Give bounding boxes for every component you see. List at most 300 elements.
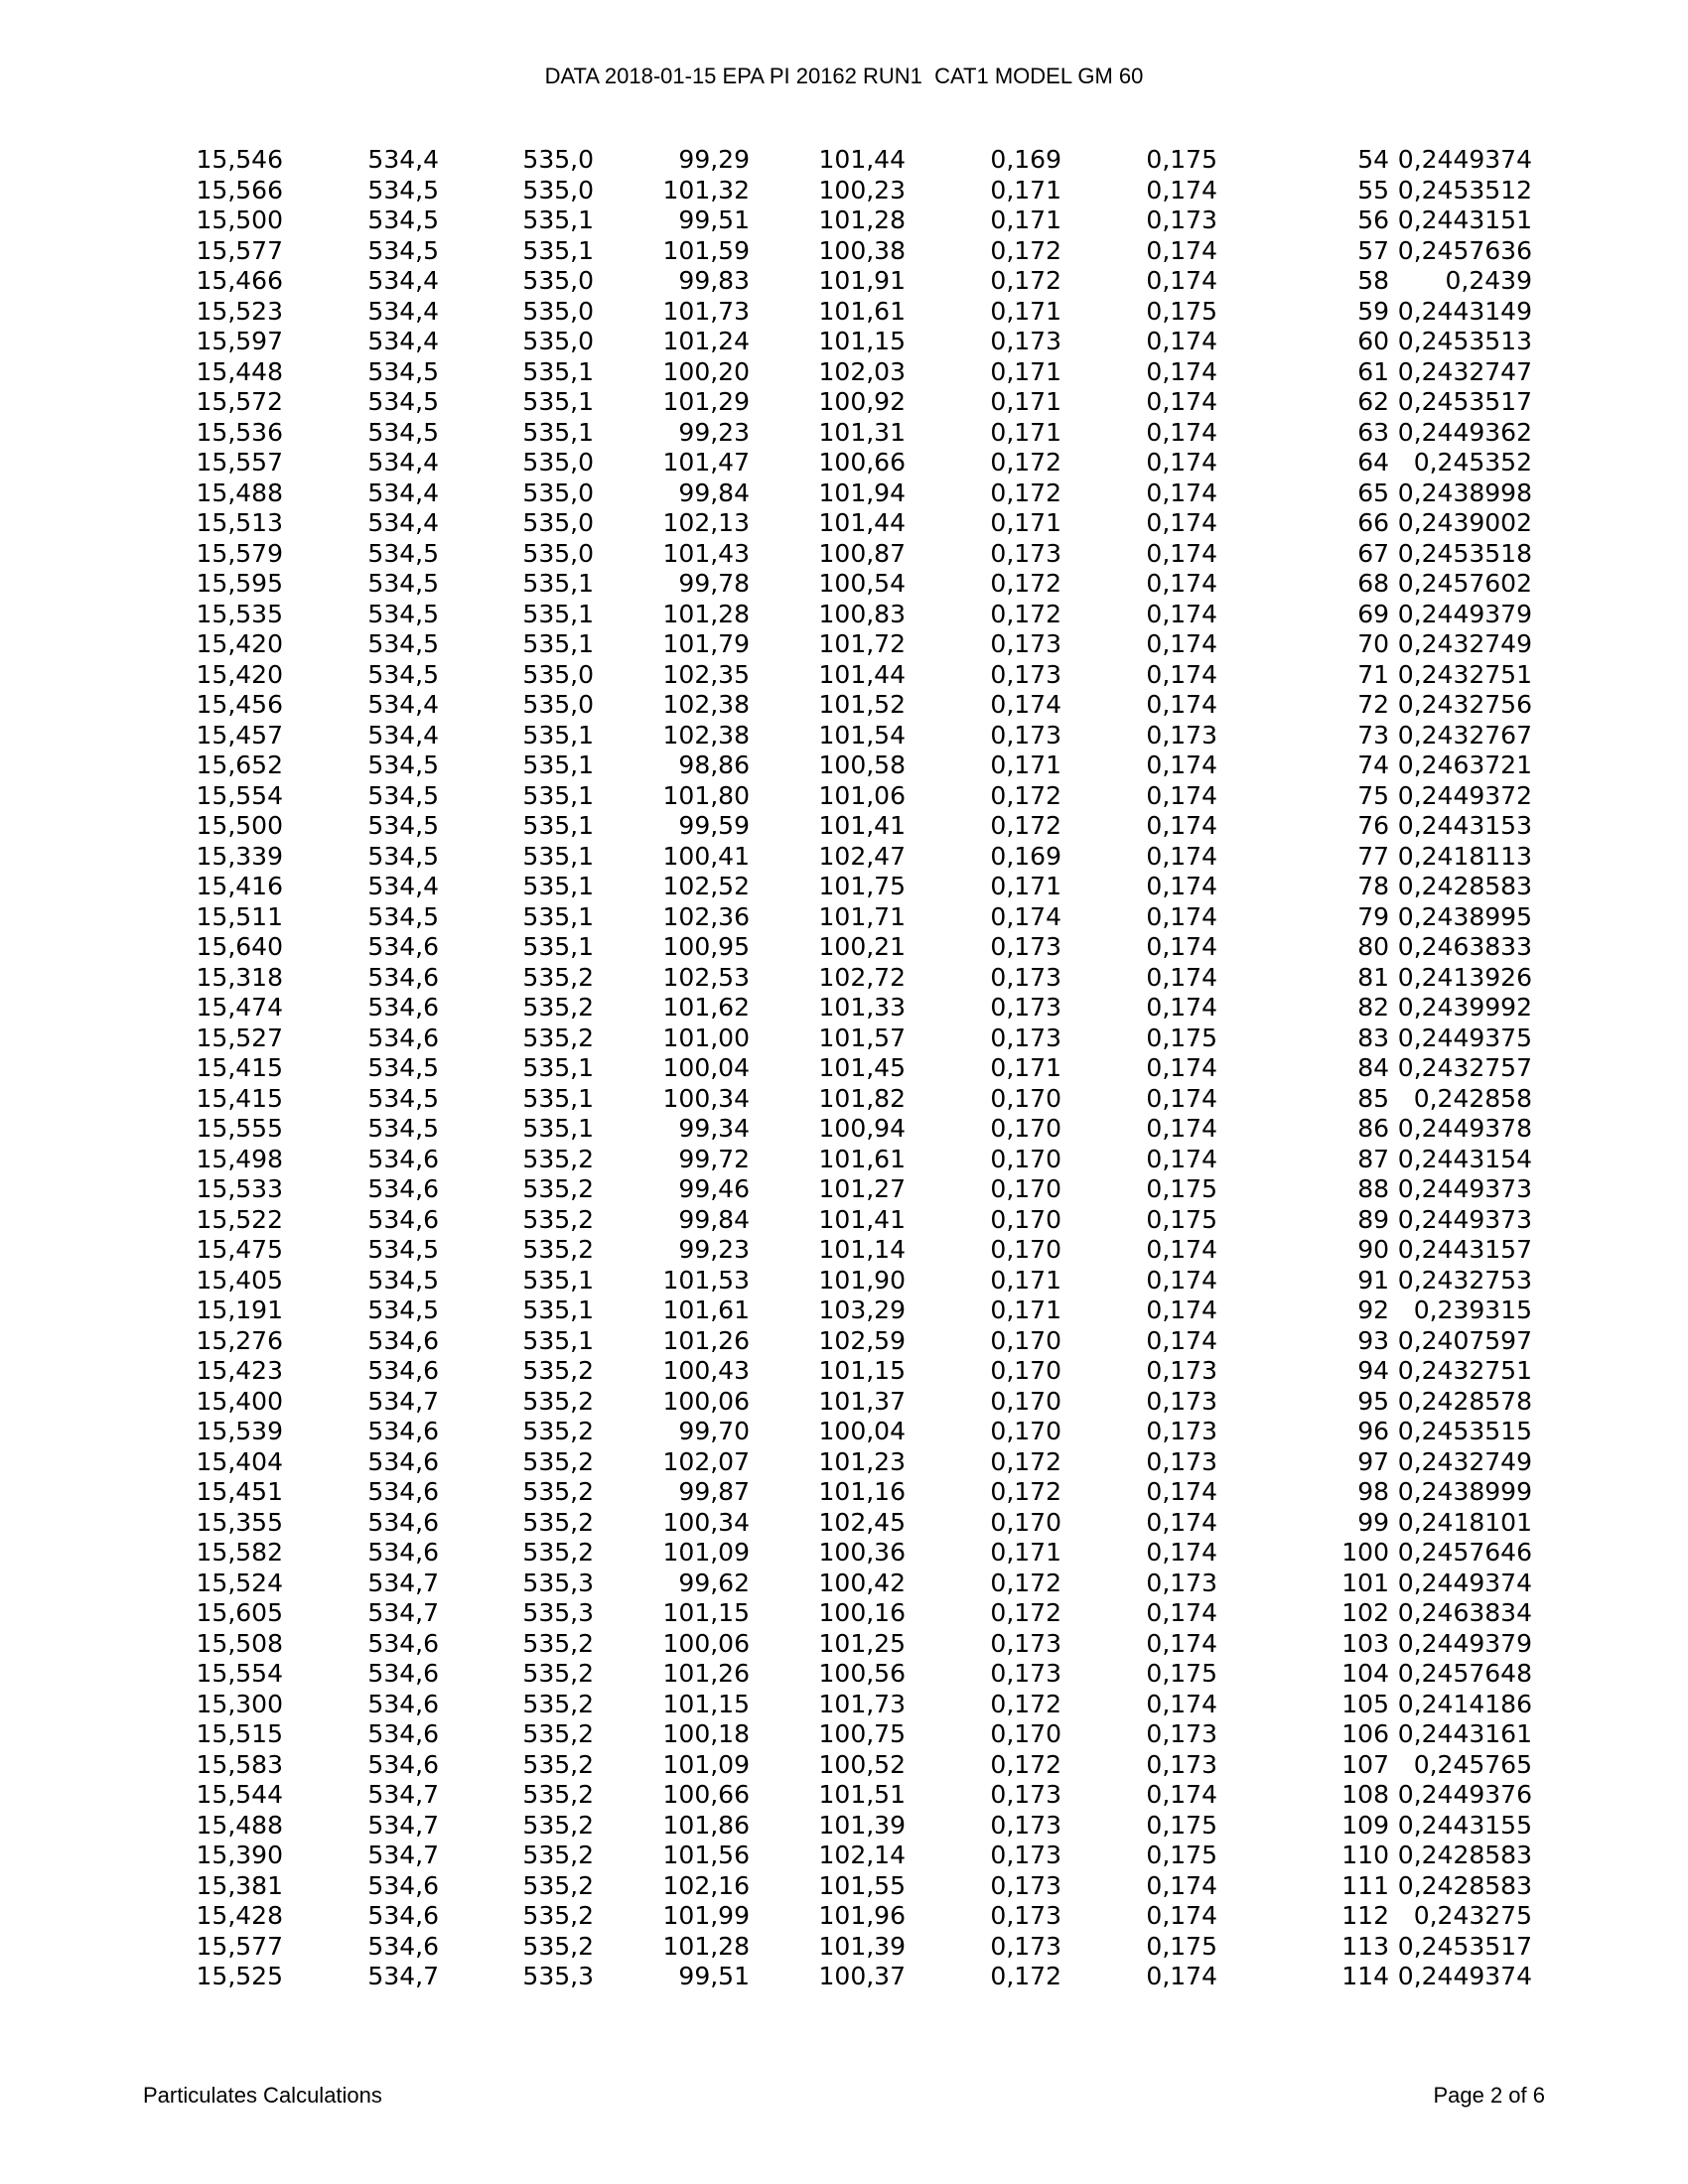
table-cell: 0,174 — [1146, 1598, 1217, 1627]
table-cell: 0,173 — [990, 327, 1061, 355]
table-row — [157, 418, 1532, 449]
table-cell: 0,170 — [990, 1507, 1061, 1537]
table-cell: 534,6 — [367, 1538, 439, 1567]
table-cell: 100,94 — [818, 1114, 906, 1143]
table-row — [157, 1841, 1532, 1871]
table-cell: 15,404 — [196, 1446, 283, 1476]
table-cell: 0,172 — [990, 780, 1061, 810]
table-cell: 15,511 — [196, 901, 283, 931]
table-cell: 112 — [1341, 1901, 1389, 1930]
table-cell: 94 — [1357, 1356, 1389, 1385]
table-cell: 0,174 — [1146, 1507, 1217, 1537]
table-cell: 15,381 — [196, 1870, 283, 1900]
table-cell: 15,498 — [196, 1144, 283, 1173]
table-cell: 0,2449362 — [1397, 417, 1532, 447]
table-cell: 534,6 — [367, 1204, 439, 1234]
table-cell: 15,583 — [196, 1749, 283, 1779]
table-cell: 15,355 — [196, 1507, 283, 1537]
table-cell: 0,2449373 — [1397, 1174, 1532, 1203]
table-row — [157, 1901, 1532, 1932]
table-cell: 535,1 — [522, 1265, 594, 1295]
table-cell: 0,169 — [990, 841, 1061, 871]
table-cell: 99,83 — [678, 266, 750, 295]
table-cell: 0,2449379 — [1397, 1628, 1532, 1658]
table-cell: 101,39 — [818, 1810, 906, 1840]
table-cell: 534,7 — [367, 1568, 439, 1597]
table-cell: 535,0 — [522, 266, 594, 295]
table-cell: 0,2432749 — [1397, 1446, 1532, 1476]
table-cell: 0,2443155 — [1397, 1810, 1532, 1840]
table-row — [157, 600, 1532, 630]
table-cell: 534,4 — [367, 448, 439, 477]
table-cell: 0,2407597 — [1397, 1325, 1532, 1355]
table-cell: 101,54 — [818, 720, 906, 750]
table-cell: 0,173 — [1146, 205, 1217, 234]
table-cell: 56 — [1357, 205, 1389, 234]
table-cell: 535,1 — [522, 780, 594, 810]
table-cell: 534,7 — [367, 1598, 439, 1627]
table-cell: 101,61 — [662, 1296, 750, 1324]
table-cell: 0,175 — [1146, 1659, 1217, 1688]
table-cell: 101,80 — [662, 780, 750, 810]
table-cell: 534,5 — [367, 356, 439, 386]
table-cell: 101,71 — [818, 901, 906, 931]
table-cell: 101,15 — [662, 1598, 750, 1627]
table-cell: 58 — [1357, 266, 1389, 295]
table-cell: 0,174 — [1146, 962, 1217, 992]
table-cell: 0,170 — [990, 1174, 1061, 1203]
table-cell: 102,47 — [818, 841, 906, 871]
table-cell: 0,173 — [990, 659, 1061, 689]
table-cell: 101,82 — [818, 1083, 906, 1113]
table-cell: 62 — [1357, 387, 1389, 416]
table-cell: 0,174 — [1146, 569, 1217, 598]
table-cell: 15,475 — [196, 1235, 283, 1264]
table-cell: 535,1 — [522, 235, 594, 265]
table-cell: 15,400 — [196, 1386, 283, 1416]
table-cell: 0,174 — [990, 690, 1061, 719]
table-cell: 15,420 — [196, 659, 283, 689]
table-cell: 66 — [1357, 508, 1389, 537]
table-cell: 535,1 — [522, 599, 594, 628]
table-cell: 100,06 — [662, 1386, 750, 1416]
table-cell: 15,579 — [196, 538, 283, 568]
table-cell: 101,32 — [662, 175, 750, 205]
table-cell: 15,546 — [196, 145, 283, 174]
table-cell: 102,53 — [662, 962, 750, 992]
table-cell: 0,170 — [990, 1417, 1061, 1445]
table-cell: 0,173 — [1146, 1568, 1217, 1597]
table-cell: 90 — [1357, 1235, 1389, 1264]
table-cell: 88 — [1357, 1174, 1389, 1203]
table-cell: 101,99 — [662, 1901, 750, 1930]
table-cell: 0,174 — [1146, 175, 1217, 205]
table-cell: 0,2449379 — [1397, 599, 1532, 628]
table-cell: 0,2453517 — [1397, 1931, 1532, 1961]
table-cell: 0,170 — [990, 1719, 1061, 1748]
table-row — [157, 236, 1532, 267]
table-cell: 15,536 — [196, 417, 283, 447]
table-row — [157, 508, 1532, 539]
table-cell: 0,169 — [990, 145, 1061, 174]
table-row — [157, 721, 1532, 751]
table-cell: 0,173 — [1146, 1356, 1217, 1385]
table-cell: 0,2428583 — [1397, 1841, 1532, 1869]
table-cell: 0,175 — [1146, 1810, 1217, 1840]
table-cell: 0,2432757 — [1397, 1053, 1532, 1082]
table-cell: 535,2 — [522, 1356, 594, 1385]
table-cell: 15,535 — [196, 599, 283, 628]
table-cell: 534,6 — [367, 1144, 439, 1173]
table-cell: 535,1 — [522, 569, 594, 598]
table-cell: 101,73 — [818, 1689, 906, 1718]
table-cell: 79 — [1357, 901, 1389, 931]
table-cell: 100,04 — [818, 1417, 906, 1445]
table-cell: 0,2414186 — [1397, 1689, 1532, 1718]
table-cell: 0,171 — [990, 356, 1061, 386]
table-cell: 0,174 — [1146, 1265, 1217, 1295]
table-cell: 84 — [1357, 1053, 1389, 1082]
table-cell: 534,5 — [367, 569, 439, 598]
table-cell: 0,175 — [1146, 1023, 1217, 1052]
table-row — [157, 1296, 1532, 1326]
table-cell: 0,174 — [1146, 841, 1217, 871]
table-cell: 100,23 — [818, 175, 906, 205]
table-cell: 100,18 — [662, 1719, 750, 1748]
table-cell: 0,2449372 — [1397, 780, 1532, 810]
table-cell: 100,34 — [662, 1083, 750, 1113]
table-cell: 101,72 — [818, 629, 906, 658]
table-row — [157, 205, 1532, 236]
table-row — [157, 781, 1532, 812]
table-cell: 15,500 — [196, 205, 283, 234]
table-cell: 15,527 — [196, 1023, 283, 1052]
table-cell: 0,2449374 — [1397, 145, 1532, 174]
table-cell: 0,171 — [990, 1265, 1061, 1295]
table-row — [157, 1932, 1532, 1963]
table-cell: 0,2432747 — [1397, 356, 1532, 386]
table-cell: 535,2 — [522, 1689, 594, 1718]
table-cell: 0,172 — [990, 1962, 1061, 1990]
table-cell: 534,7 — [367, 1841, 439, 1869]
table-cell: 108 — [1341, 1780, 1389, 1809]
table-cell: 0,172 — [990, 1689, 1061, 1718]
table-cell: 534,5 — [367, 387, 439, 416]
table-cell: 101,28 — [662, 1931, 750, 1961]
table-cell: 0,174 — [1146, 1235, 1217, 1264]
table-cell: 102,35 — [662, 659, 750, 689]
table-cell: 15,515 — [196, 1719, 283, 1748]
table-cell: 98 — [1357, 1477, 1389, 1506]
table-cell: 535,1 — [522, 356, 594, 386]
table-cell: 0,175 — [1146, 1174, 1217, 1203]
table-cell: 534,6 — [367, 932, 439, 961]
table-cell: 101,09 — [662, 1749, 750, 1779]
data-table-body — [157, 145, 1532, 1992]
table-cell: 86 — [1357, 1114, 1389, 1143]
table-cell: 534,5 — [367, 841, 439, 871]
table-cell: 534,4 — [367, 720, 439, 750]
table-row — [157, 1780, 1532, 1811]
table-cell: 534,5 — [367, 235, 439, 265]
table-cell: 534,6 — [367, 1689, 439, 1718]
table-row — [157, 1629, 1532, 1660]
table-cell: 57 — [1357, 235, 1389, 265]
table-cell: 100,42 — [818, 1568, 906, 1597]
table-cell: 0,2438999 — [1397, 1477, 1532, 1506]
table-cell: 535,1 — [522, 841, 594, 871]
table-row — [157, 297, 1532, 328]
table-cell: 0,172 — [990, 235, 1061, 265]
table-cell: 0,2439992 — [1397, 993, 1532, 1022]
table-cell: 15,513 — [196, 508, 283, 537]
table-cell: 99,78 — [678, 569, 750, 598]
table-cell: 15,405 — [196, 1265, 283, 1295]
table-row — [157, 690, 1532, 721]
table-cell: 535,3 — [522, 1962, 594, 1990]
table-cell: 85 — [1357, 1083, 1389, 1113]
table-cell: 534,4 — [367, 296, 439, 326]
table-cell: 102,45 — [818, 1507, 906, 1537]
table-row — [157, 387, 1532, 418]
table-cell: 101,14 — [818, 1235, 906, 1264]
table-cell: 0,2453517 — [1397, 387, 1532, 416]
table-cell: 106 — [1341, 1719, 1389, 1748]
table-cell: 0,172 — [990, 1598, 1061, 1627]
table-cell: 535,0 — [522, 327, 594, 355]
table-cell: 100,34 — [662, 1507, 750, 1537]
table-cell: 535,2 — [522, 1477, 594, 1506]
table-cell: 101,27 — [818, 1174, 906, 1203]
table-row — [157, 1174, 1532, 1205]
table-cell: 102 — [1341, 1598, 1389, 1627]
table-cell: 534,6 — [367, 1446, 439, 1476]
table-cell: 0,174 — [1146, 811, 1217, 840]
table-cell: 0,171 — [990, 751, 1061, 779]
table-cell: 534,5 — [367, 1083, 439, 1113]
table-cell: 0,2449375 — [1397, 1023, 1532, 1052]
table-cell: 100,20 — [662, 356, 750, 386]
table-cell: 0,174 — [1146, 690, 1217, 719]
table-cell: 101,55 — [818, 1870, 906, 1900]
table-cell: 535,2 — [522, 1507, 594, 1537]
table-cell: 15,276 — [196, 1325, 283, 1355]
table-cell: 0,174 — [1146, 1325, 1217, 1355]
table-cell: 534,4 — [367, 145, 439, 174]
table-cell: 0,170 — [990, 1356, 1061, 1385]
table-cell: 0,2449374 — [1397, 1568, 1532, 1597]
table-cell: 101,56 — [662, 1841, 750, 1869]
table-cell: 535,0 — [522, 296, 594, 326]
table-cell: 535,2 — [522, 1780, 594, 1809]
table-cell: 103,29 — [818, 1296, 906, 1324]
table-row — [157, 1962, 1532, 1992]
table-cell: 63 — [1357, 417, 1389, 447]
table-cell: 100,04 — [662, 1053, 750, 1082]
table-cell: 535,3 — [522, 1598, 594, 1627]
table-cell: 101,26 — [662, 1659, 750, 1688]
table-cell: 0,174 — [1146, 1689, 1217, 1718]
table-cell: 534,4 — [367, 508, 439, 537]
table-cell: 0,174 — [1146, 266, 1217, 295]
table-cell: 75 — [1357, 780, 1389, 810]
table-cell: 99,34 — [678, 1114, 750, 1143]
table-cell: 101,06 — [818, 780, 906, 810]
table-cell: 0,173 — [990, 993, 1061, 1022]
table-cell: 535,2 — [522, 1204, 594, 1234]
table-cell: 534,5 — [367, 1265, 439, 1295]
table-cell: 15,488 — [196, 478, 283, 507]
table-cell: 535,2 — [522, 1719, 594, 1748]
table-cell: 15,582 — [196, 1538, 283, 1567]
table-cell: 99,59 — [678, 811, 750, 840]
table-cell: 0,174 — [1146, 1296, 1217, 1324]
table-row — [157, 1477, 1532, 1508]
footer-page-number: Page 2 of 6 — [1433, 2083, 1545, 2108]
table-cell: 100,92 — [818, 387, 906, 416]
table-cell: 100,21 — [818, 932, 906, 961]
table-cell: 92 — [1357, 1296, 1389, 1324]
table-cell: 0,173 — [990, 1870, 1061, 1900]
data-table — [157, 145, 1532, 1992]
table-row — [157, 1235, 1532, 1266]
table-cell: 0,174 — [1146, 872, 1217, 900]
table-row — [157, 357, 1532, 388]
table-cell: 0,2432749 — [1397, 629, 1532, 658]
table-cell: 15,525 — [196, 1962, 283, 1990]
table-cell: 101,25 — [818, 1628, 906, 1658]
table-cell: 15,416 — [196, 872, 283, 900]
table-cell: 0,2432751 — [1397, 1356, 1532, 1385]
table-cell: 101,15 — [662, 1689, 750, 1718]
table-cell: 109 — [1341, 1810, 1389, 1840]
table-cell: 0,2432767 — [1397, 720, 1532, 750]
table-row — [157, 1356, 1532, 1387]
table-cell: 99,23 — [678, 417, 750, 447]
table-cell: 0,171 — [990, 387, 1061, 416]
table-cell: 535,1 — [522, 387, 594, 416]
table-cell: 96 — [1357, 1417, 1389, 1445]
table-cell: 101,96 — [818, 1901, 906, 1930]
table-cell: 100,16 — [818, 1598, 906, 1627]
table-cell: 535,1 — [522, 629, 594, 658]
table-cell: 15,390 — [196, 1841, 283, 1869]
table-cell: 534,6 — [367, 993, 439, 1022]
table-cell: 0,174 — [1146, 1053, 1217, 1082]
table-cell: 535,1 — [522, 720, 594, 750]
table-cell: 101,94 — [818, 478, 906, 507]
table-cell: 0,174 — [1146, 508, 1217, 537]
table-cell: 72 — [1357, 690, 1389, 719]
table-cell: 101,28 — [818, 205, 906, 234]
table-cell: 15,597 — [196, 327, 283, 355]
table-cell: 0,173 — [990, 1628, 1061, 1658]
table-cell: 100,43 — [662, 1356, 750, 1385]
table-cell: 111 — [1341, 1870, 1389, 1900]
table-cell: 15,456 — [196, 690, 283, 719]
table-cell: 0,2443153 — [1397, 811, 1532, 840]
table-cell: 110 — [1341, 1841, 1389, 1869]
table-row — [157, 660, 1532, 691]
table-cell: 114 — [1341, 1962, 1389, 1990]
table-cell: 101,79 — [662, 629, 750, 658]
table-cell: 535,1 — [522, 1296, 594, 1324]
table-cell: 100,41 — [662, 841, 750, 871]
table-row — [157, 1205, 1532, 1236]
table-cell: 534,4 — [367, 478, 439, 507]
table-cell: 0,2463834 — [1397, 1598, 1532, 1627]
table-row — [157, 1598, 1532, 1629]
table-cell: 534,5 — [367, 629, 439, 658]
table-cell: 534,5 — [367, 417, 439, 447]
table-cell: 101,86 — [662, 1810, 750, 1840]
table-cell: 0,174 — [990, 901, 1061, 931]
table-row — [157, 1326, 1532, 1357]
table-row — [157, 1387, 1532, 1418]
table-cell: 0,174 — [1146, 1083, 1217, 1113]
table-cell: 535,2 — [522, 1870, 594, 1900]
table-cell: 99,51 — [678, 1962, 750, 1990]
table-cell: 0,171 — [990, 296, 1061, 326]
table-cell: 100,66 — [662, 1780, 750, 1809]
table-row — [157, 1538, 1532, 1569]
table-cell: 0,174 — [1146, 629, 1217, 658]
table-row — [157, 448, 1532, 478]
table-cell: 534,4 — [367, 266, 439, 295]
table-cell: 101,29 — [662, 387, 750, 416]
table-cell: 102,07 — [662, 1446, 750, 1476]
table-cell: 54 — [1357, 145, 1389, 174]
table-cell: 102,59 — [818, 1325, 906, 1355]
table-cell: 15,420 — [196, 629, 283, 658]
table-cell: 535,1 — [522, 932, 594, 961]
table-cell: 535,2 — [522, 1841, 594, 1869]
table-cell: 0,173 — [990, 932, 1061, 961]
table-cell: 101,47 — [662, 448, 750, 477]
table-cell: 0,170 — [990, 1235, 1061, 1264]
table-cell: 0,171 — [990, 872, 1061, 900]
table-cell: 15,488 — [196, 1810, 283, 1840]
table-cell: 77 — [1357, 841, 1389, 871]
table-cell: 101,15 — [818, 327, 906, 355]
table-cell: 0,170 — [990, 1083, 1061, 1113]
table-cell: 535,3 — [522, 1568, 594, 1597]
table-cell: 95 — [1357, 1386, 1389, 1416]
table-cell: 99,62 — [678, 1568, 750, 1597]
table-cell: 15,640 — [196, 932, 283, 961]
table-cell: 102,52 — [662, 872, 750, 900]
table-cell: 0,172 — [990, 266, 1061, 295]
table-cell: 0,174 — [1146, 1538, 1217, 1567]
table-row — [157, 145, 1532, 176]
table-row — [157, 842, 1532, 873]
table-cell: 100,06 — [662, 1628, 750, 1658]
table-cell: 101,45 — [818, 1053, 906, 1082]
table-cell: 535,2 — [522, 1446, 594, 1476]
table-cell: 0,172 — [990, 1446, 1061, 1476]
table-cell: 0,245352 — [1413, 448, 1532, 477]
table-row — [157, 993, 1532, 1024]
table-cell: 534,6 — [367, 1659, 439, 1688]
table-cell: 0,173 — [990, 1901, 1061, 1930]
table-cell: 534,7 — [367, 1386, 439, 1416]
table-cell: 101,37 — [818, 1386, 906, 1416]
table-cell: 0,173 — [990, 962, 1061, 992]
table-cell: 98,86 — [678, 751, 750, 779]
table-row — [157, 176, 1532, 206]
table-cell: 0,173 — [990, 720, 1061, 750]
table-cell: 101,41 — [818, 1204, 906, 1234]
